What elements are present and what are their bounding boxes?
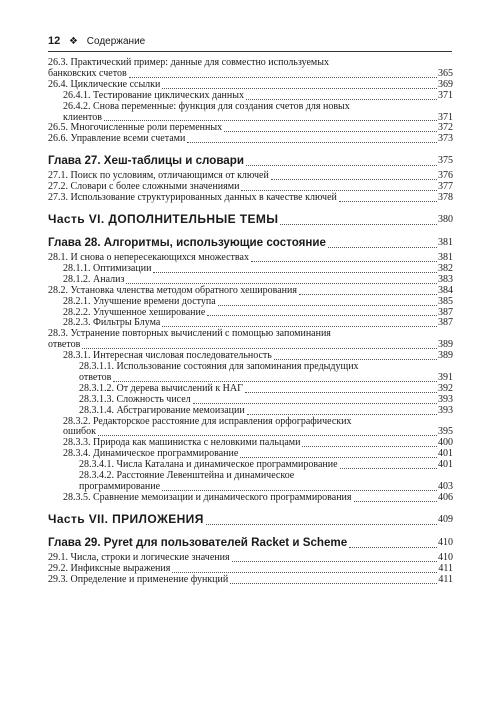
dot-leader bbox=[340, 468, 437, 469]
toc-entry-line bbox=[63, 297, 453, 308]
toc-entry-text: 28.1.1. Оптимизации bbox=[63, 262, 152, 274]
toc-entry-text: 28.3.1. Интересная числовая последовательность bbox=[63, 350, 272, 362]
toc-entry-continuation: ошибок bbox=[63, 426, 96, 438]
dot-leader bbox=[129, 77, 437, 78]
toc-entry-text: 29.3. Определение и применение функций bbox=[48, 573, 229, 585]
toc-page-number: 372 bbox=[438, 122, 453, 134]
dot-leader bbox=[247, 414, 437, 415]
toc-entry-line bbox=[48, 193, 453, 204]
dot-leader bbox=[153, 272, 437, 273]
dot-leader bbox=[206, 524, 437, 525]
toc-page-number: 371 bbox=[438, 111, 453, 123]
dot-leader bbox=[251, 261, 437, 262]
toc-page-number: 393 bbox=[438, 393, 453, 405]
dot-leader bbox=[207, 315, 437, 316]
toc-page-number: 401 bbox=[438, 448, 453, 460]
dot-leader bbox=[82, 348, 437, 349]
toc-entry-text: 26.4. Циклические ссылки bbox=[48, 78, 161, 90]
dot-leader bbox=[98, 435, 437, 436]
toc-page-number: 384 bbox=[438, 284, 453, 296]
chapter-heading-text: Глава 29. Pyret для пользователей Racket и Scheme bbox=[48, 535, 348, 549]
toc-entry-text: 28.3.1.2. От дерева вычислений к НАГ bbox=[79, 382, 243, 394]
dot-leader bbox=[126, 283, 437, 284]
chapter-heading bbox=[48, 154, 453, 168]
dot-leader bbox=[224, 131, 437, 132]
toc-entry-text: 28.2.2. Улучшенное хеширование bbox=[63, 306, 206, 318]
toc-page-number: 403 bbox=[438, 481, 453, 492]
toc-page-number: 385 bbox=[438, 295, 453, 307]
toc-entry-text: 27.2. Словари с более сложными значениями bbox=[48, 181, 240, 193]
toc-page-number: 376 bbox=[438, 170, 453, 182]
toc-entry-continuation: программирование bbox=[79, 481, 161, 492]
toc-page-number: 377 bbox=[438, 181, 453, 193]
toc-page-number: 411 bbox=[438, 573, 453, 585]
toc-entry-text: 28.1. И снова о непересекающихся множествах bbox=[48, 251, 249, 263]
toc-page-number: 383 bbox=[438, 273, 453, 285]
toc-entry-text: 28.3.2. Редакторское расстояние для исправления орфографических bbox=[63, 415, 352, 427]
toc-entry-continuation: ответов bbox=[79, 371, 112, 383]
dot-leader bbox=[245, 392, 437, 393]
toc-entry-text: 26.6. Управление всеми счетами bbox=[48, 133, 186, 145]
toc-entry-text: 26.4.2. Снова переменные: функция для создания счетов для новых bbox=[63, 100, 350, 112]
dot-leader bbox=[113, 381, 437, 382]
toc-page-number: 395 bbox=[438, 426, 453, 438]
toc-entry-continuation: клиентов bbox=[63, 111, 102, 123]
chapter-heading-text: Глава 28. Алгоритмы, использующие состояние bbox=[48, 235, 326, 249]
toc-entry bbox=[48, 329, 453, 351]
dot-leader bbox=[271, 179, 437, 180]
dot-leader bbox=[302, 446, 437, 447]
toc-page-number: 410 bbox=[438, 536, 453, 548]
chapter-heading-text: Глава 27. Хеш-таблицы и словари bbox=[48, 154, 244, 168]
dot-leader bbox=[162, 490, 437, 491]
toc-entry-line bbox=[63, 91, 453, 102]
toc-page-number: 378 bbox=[438, 192, 453, 204]
toc-page-number: 391 bbox=[438, 371, 453, 383]
part-heading bbox=[48, 212, 453, 227]
toc-entry-text: 29.2. Инфиксные выражения bbox=[48, 562, 171, 574]
toc-entry-continuation: банковских счетов bbox=[48, 67, 127, 79]
header-rule bbox=[48, 51, 452, 52]
toc-page-number: 389 bbox=[438, 339, 453, 351]
toc-entry bbox=[48, 134, 453, 145]
toc-entry-text: 28.3.4.2. Расстояние Левенштейна и динамическое bbox=[79, 470, 295, 482]
toc-page-number: 365 bbox=[438, 67, 453, 79]
toc-entry bbox=[48, 564, 453, 575]
toc-entry-text: 28.3.1.1. Использование состояния для запоминания предыдущих bbox=[79, 361, 359, 373]
toc-entry-text: 27.3. Использование структурированных данных в качестве ключей bbox=[48, 192, 337, 204]
toc-entry bbox=[48, 102, 453, 124]
toc-page-number: 400 bbox=[438, 437, 453, 449]
toc-page-number: 387 bbox=[438, 306, 453, 318]
part-heading-text: Часть VII. ПРИЛОЖЕНИЯ bbox=[48, 511, 204, 526]
toc-entry bbox=[48, 297, 453, 308]
toc-page-number: 409 bbox=[438, 513, 453, 525]
toc-entry-text: 29.1. Числа, строки и логические значения bbox=[48, 551, 230, 563]
toc-page-number: 389 bbox=[438, 350, 453, 362]
toc-page-number: 381 bbox=[438, 251, 453, 263]
toc-entry-text: 28.3. Устранение повторных вычислений с помощью запоминания bbox=[48, 328, 331, 340]
toc-entry-line bbox=[48, 286, 453, 297]
toc-entry-line bbox=[79, 406, 453, 417]
toc-entry-text: 28.2.3. Фильтры Блума bbox=[63, 317, 161, 329]
toc-entry-text: 28.3.4. Динамическое программирование bbox=[63, 448, 239, 460]
page-header bbox=[48, 34, 452, 48]
dot-leader bbox=[230, 583, 437, 584]
toc-entry-line bbox=[48, 134, 453, 145]
toc-entry bbox=[48, 471, 453, 493]
toc-entry-text: 28.1.2. Анализ bbox=[63, 273, 125, 285]
toc-entry bbox=[48, 286, 453, 297]
dot-leader bbox=[172, 572, 437, 573]
chapter-heading bbox=[48, 536, 453, 550]
dot-leader bbox=[246, 99, 437, 100]
table-of-contents bbox=[48, 58, 453, 586]
toc-entry-text: 27.1. Поиск по условиям, отличающимся от ключей bbox=[48, 170, 269, 182]
toc-entry-text: 26.5. Многочисленные роли переменных bbox=[48, 122, 223, 134]
toc-page-number: 411 bbox=[438, 562, 453, 574]
toc-entry-text: 28.3.4.1. Числа Каталана и динамическое программирование bbox=[79, 459, 338, 471]
toc-page-number: 392 bbox=[438, 382, 453, 394]
toc-entry-text: 28.2.1. Улучшение времени доступа bbox=[63, 295, 216, 307]
toc-entry bbox=[48, 406, 453, 417]
toc-entry-line bbox=[48, 564, 453, 575]
toc-entry-text: 26.4.1. Тестирование циклических данных bbox=[63, 89, 244, 101]
dot-leader bbox=[349, 547, 437, 548]
dot-leader bbox=[274, 359, 437, 360]
toc-page-number: 406 bbox=[438, 491, 453, 503]
toc-entry bbox=[48, 493, 453, 504]
toc-entry-line bbox=[63, 493, 453, 504]
toc-page-number: 371 bbox=[438, 89, 453, 101]
dot-leader bbox=[280, 224, 437, 225]
dot-leader bbox=[232, 561, 437, 562]
toc-entry-line bbox=[48, 575, 453, 586]
dot-leader bbox=[218, 305, 437, 306]
toc-page-number: 401 bbox=[438, 459, 453, 471]
toc-entry bbox=[48, 417, 453, 439]
toc-entry bbox=[48, 193, 453, 204]
chapter-heading bbox=[48, 236, 453, 250]
toc-page-number: 393 bbox=[438, 404, 453, 416]
running-title: Содержание bbox=[86, 36, 146, 47]
dot-leader bbox=[328, 247, 437, 248]
toc-entry bbox=[48, 58, 453, 80]
dot-leader bbox=[299, 294, 437, 295]
part-heading-text: Часть VI. ДОПОЛНИТЕЛЬНЫЕ ТЕМЫ bbox=[48, 211, 279, 226]
toc-page-number: 387 bbox=[438, 317, 453, 329]
dot-leader bbox=[240, 457, 437, 458]
separator-icon: ❖ bbox=[69, 36, 78, 47]
toc-entry-text: 28.2. Установка членства методом обратного хеширования bbox=[48, 284, 297, 296]
toc-entry-text: 28.3.3. Природа как машинистка с неловкими пальцами bbox=[63, 437, 301, 449]
toc-entry bbox=[48, 91, 453, 102]
toc-entry-text: 28.3.1.3. Сложность чисел bbox=[79, 393, 191, 405]
dot-leader bbox=[162, 326, 437, 327]
dot-leader bbox=[354, 501, 437, 502]
page-number: 12 bbox=[48, 35, 61, 47]
toc-page-number: 375 bbox=[438, 155, 453, 167]
toc-entry-text: 28.3.1.4. Абстрагирование мемоизации bbox=[79, 404, 245, 416]
dot-leader bbox=[241, 190, 437, 191]
dot-leader bbox=[187, 142, 437, 143]
toc-page-number: 382 bbox=[438, 262, 453, 274]
toc-page-number: 410 bbox=[438, 551, 453, 563]
toc-entry-text: 26.3. Практический пример: данные для совместно используемых bbox=[48, 57, 329, 68]
toc-entry-text: 28.3.5. Сравнение мемоизации и динамического программирования bbox=[63, 491, 352, 503]
dot-leader bbox=[104, 120, 437, 121]
dot-leader bbox=[339, 201, 437, 202]
toc-page-number: 380 bbox=[438, 213, 453, 225]
toc-entry bbox=[48, 362, 453, 384]
toc-page-number: 381 bbox=[438, 236, 453, 248]
dot-leader bbox=[246, 165, 437, 166]
dot-leader bbox=[162, 88, 437, 89]
part-heading bbox=[48, 512, 453, 527]
toc-entry-continuation: ответов bbox=[48, 339, 81, 351]
toc-page-number: 369 bbox=[438, 78, 453, 90]
toc-entry bbox=[48, 575, 453, 586]
toc-page-number: 373 bbox=[438, 133, 453, 145]
dot-leader bbox=[193, 403, 437, 404]
